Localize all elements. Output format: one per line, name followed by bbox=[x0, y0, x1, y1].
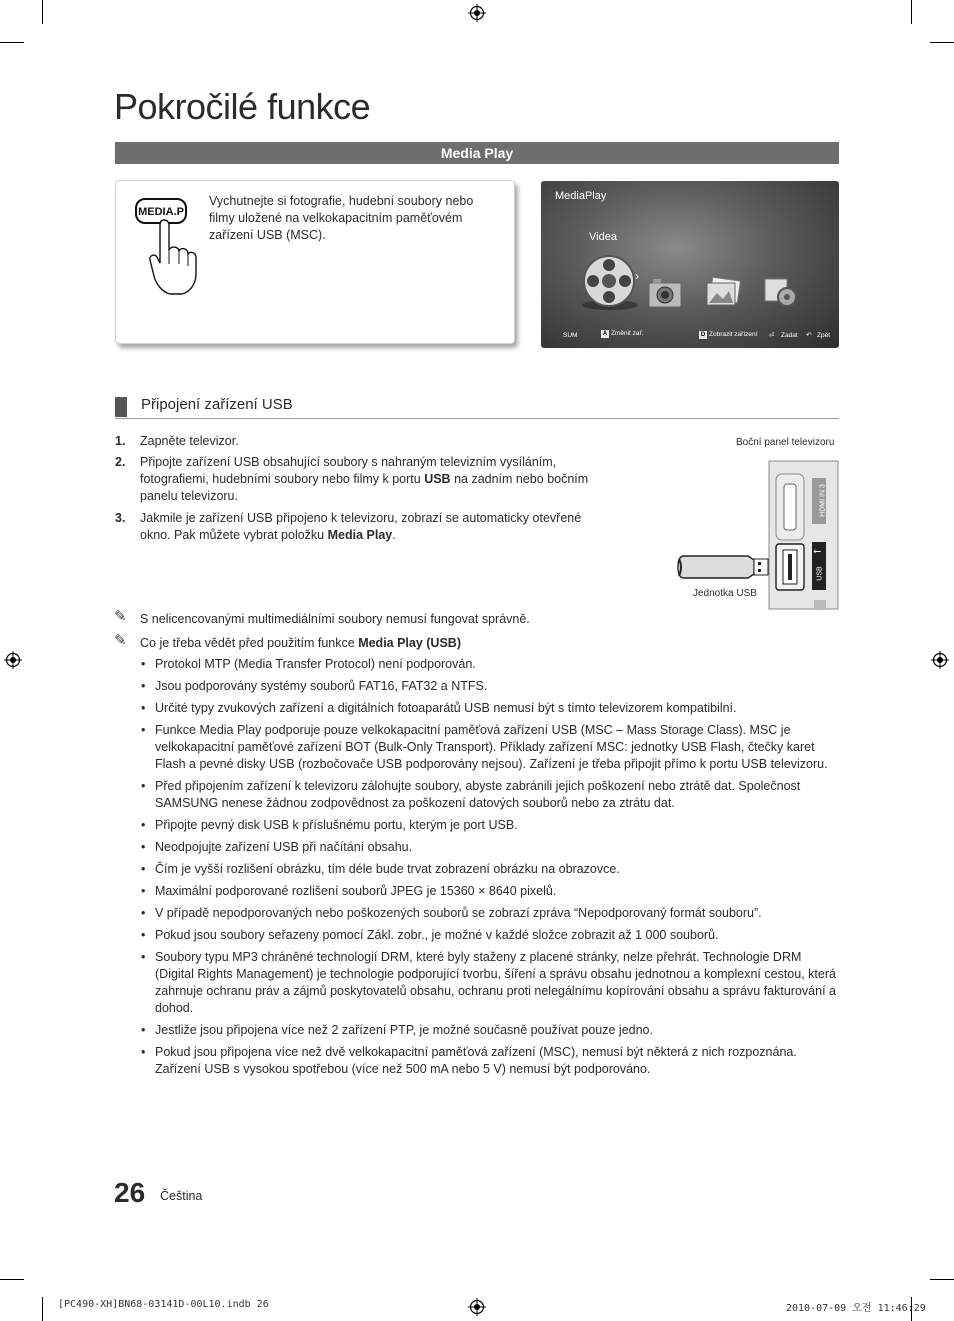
usb-section-heading bbox=[115, 396, 839, 419]
usb-symbol-icon: ⭠ bbox=[813, 546, 821, 557]
photo-camera-icon bbox=[647, 277, 683, 309]
registration-mark-icon bbox=[4, 651, 22, 669]
crop-mark bbox=[0, 42, 24, 43]
note-bullet-item: • Určité typy zvukových zařízení a digitálních fotoaparátů USB nemusí být s tímto televizorem kompatibilní. bbox=[140, 700, 840, 717]
note-bullet-item: • Připojte pevný disk USB k příslušnému portu, kterým je port USB. bbox=[140, 817, 840, 834]
photos-icon bbox=[705, 277, 743, 309]
footer-file-info: [PC490-XH]BN68-03141D-00L10.indb 26 bbox=[58, 1299, 269, 1310]
crop-mark bbox=[911, 0, 912, 24]
step-number: 3. bbox=[115, 511, 126, 525]
back-icon: ↶ bbox=[806, 332, 812, 339]
step-text: Jakmile je zařízení USB připojeno k televizoru, zobrazí se automaticky otevřené okno. Pak můžete vybrat položku Media Play. bbox=[140, 511, 582, 542]
page-number: 26 bbox=[114, 1177, 146, 1208]
enter-label: Zadat bbox=[781, 332, 798, 339]
crop-mark bbox=[930, 1279, 954, 1280]
registration-mark-icon bbox=[468, 4, 486, 22]
hand-press-icon bbox=[148, 216, 202, 296]
video-reel-icon bbox=[579, 253, 641, 311]
intro-text: Vychutnejte si fotografie, hudební soubory nebo filmy uložené na velkokapacitním paměťovém zařízení USB (MSC). bbox=[209, 194, 474, 242]
note-bullet-item: • Před připojením zařízení k televizoru zálohujte soubory, abyste zabránili jejich poškození nebo ztrátě dat. Společnost SAMSUNG nenese žádnou zodpovědnost za poškození datových souborů nebo za ztrátu dat. bbox=[140, 778, 840, 812]
change-device-label: Změnit zař. bbox=[611, 330, 644, 337]
note-bullet-item: • Soubory typu MP3 chráněné technologií DRM, které byly staženy z placené stránky, nelze přehrát. Technologie DRM (Digital Rights Management) je technologie podporující tvorbu, šíření a správu obsahu jednotnou a komplexní cestou, která zahrnuje ochranu práv a zájmů poskytovatelů obsahu, ochranu proti nelegálnímu kopírování obsahu a správu fakturování a dohod. bbox=[140, 949, 840, 1017]
side-panel-label: Boční panel televizoru bbox=[736, 437, 835, 448]
hdmi-port-label: HDMI IN 3 bbox=[819, 484, 827, 517]
note-bullet-item: • Pokud jsou soubory seřazeny pomocí Zákl. zobr., je možné v každé složce zobrazit až 1 000 souborů. bbox=[140, 927, 840, 944]
language-label: Čeština bbox=[160, 1189, 203, 1203]
crop-mark bbox=[930, 42, 954, 43]
arrow-right-icon: › bbox=[635, 269, 639, 283]
footer-timestamp: 2010-07-09 오전 11:46:29 bbox=[786, 1303, 926, 1314]
screen-control-bar bbox=[541, 327, 839, 348]
enter-icon: ⏎ bbox=[769, 332, 775, 339]
note-bullet-item: • V případě nepodporovaných nebo poškozených souborů se zobrazí zpráva “Nepodporovaný formát souboru”. bbox=[140, 905, 840, 922]
note-bullet-item: • Pokud jsou připojena více než dvě velkokapacitní paměťová zařízení (MSC), nemusí být některá z nich rozpoznána. Zařízení USB s vysokou spotřebou (více než 500 mA nebo 5 V) nemusí být podporováno. bbox=[140, 1044, 840, 1078]
note-bullet-item: • Neodpojujte zařízení USB při načítání obsahu. bbox=[140, 839, 840, 856]
show-devices-label: Zobrazit zařízení bbox=[709, 331, 758, 338]
note-bullet-item: • Čím je vyšší rozlišení obrázku, tím déle bude trvat zobrazení obrázku na obrazovce. bbox=[140, 861, 840, 878]
note-bullet-item: • Protokol MTP (Media Transfer Protocol) není podporován. bbox=[140, 656, 840, 673]
crop-mark bbox=[0, 1279, 24, 1280]
screen-selected-item: Videa bbox=[589, 231, 617, 243]
crop-mark bbox=[42, 0, 43, 24]
step-3 bbox=[115, 510, 615, 550]
page-title: Pokročilé funkce bbox=[114, 86, 371, 127]
note-icon: ✎ bbox=[114, 632, 127, 649]
step-number: 1. bbox=[115, 434, 126, 448]
note-bullet-item: • Funkce Media Play podporuje pouze velkokapacitní paměťová zařízení USB (MSC – Mass Storage Class). MSC je velkokapacitní paměťové zařízení BOT (Bulk-Only Transport). Příklady zařízení MSC: jednotky USB Flash, čtečky karet Flash a pevné disky USB (rozbočovače USB podporovány nejsou). Zařízení je třeba připojit přímo k portu USB televizoru. bbox=[140, 722, 840, 773]
note-bullet-item: • Jestliže jsou připojena více než 2 zařízení PTP, je možné současně používat pouze jedno. bbox=[140, 1022, 840, 1039]
crop-mark bbox=[42, 1297, 43, 1321]
key-a: A bbox=[602, 331, 608, 337]
step-1 bbox=[115, 433, 615, 453]
usb-section-title: Připojení zařízení USB bbox=[141, 396, 293, 413]
note-icon: ✎ bbox=[114, 608, 127, 625]
section-bar: Media Play bbox=[115, 142, 839, 164]
notes-bullet-list bbox=[140, 656, 840, 1083]
step-2 bbox=[115, 454, 615, 510]
screen-sum-label: SUM bbox=[563, 332, 578, 339]
heading-marker bbox=[115, 397, 127, 417]
key-d: D bbox=[700, 332, 706, 338]
note-bullet-item: • Maximální podporované rozlišení souborů JPEG je 15360 × 8640 pixelů. bbox=[140, 883, 840, 900]
settings-gear-icon bbox=[763, 275, 797, 309]
registration-mark-icon bbox=[931, 651, 949, 669]
remote-media-button: MEDIA.P bbox=[135, 198, 187, 224]
screen-title: MediaPlay bbox=[555, 190, 607, 202]
step-text: Zapněte televizor. bbox=[140, 434, 239, 448]
media-play-screen bbox=[541, 181, 839, 348]
step-number: 2. bbox=[115, 455, 126, 469]
registration-mark-icon bbox=[468, 1298, 486, 1316]
back-label: Zpět bbox=[817, 332, 831, 339]
note-1: S nelicencovanými multimediálními soubory nemusí fungovat správně. bbox=[140, 612, 530, 626]
usb-port-label: USB bbox=[816, 566, 824, 581]
step-text: Připojte zařízení USB obsahující soubory s nahraným televizním vysíláním, fotografiemi, hudebními soubory nebo filmy k portu USB na zadním nebo bočním panelu televizoru. bbox=[140, 455, 589, 503]
note-bullet-item: • Jsou podporovány systémy souborů FAT16, FAT32 a NTFS. bbox=[140, 678, 840, 695]
usb-drive-label: Jednotka USB bbox=[693, 588, 757, 599]
note-2: Co je třeba vědět před použitím funkce Media Play (USB) bbox=[140, 636, 461, 650]
